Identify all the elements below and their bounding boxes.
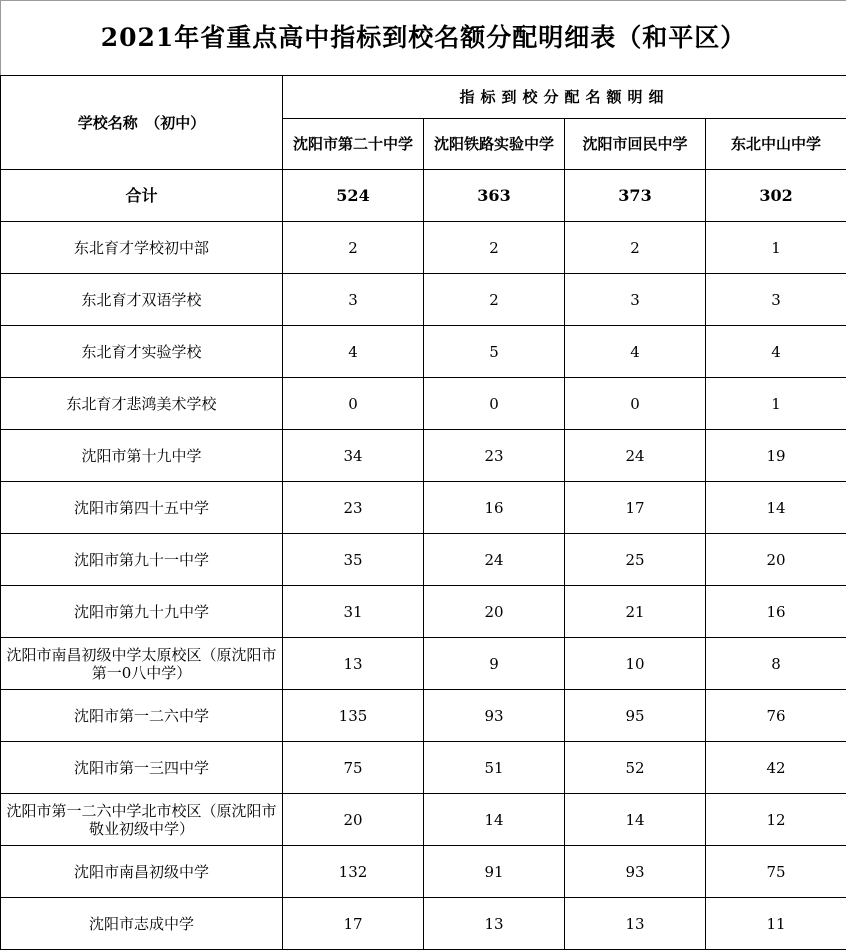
school-name-header: 学校名称 （初中） (1, 76, 283, 170)
quota-cell: 24 (565, 430, 706, 482)
quota-cell: 3 (283, 274, 424, 326)
quota-cell: 75 (283, 742, 424, 794)
school-name-cell: 沈阳市第四十五中学 (1, 482, 283, 534)
quota-cell: 25 (565, 534, 706, 586)
quota-cell: 14 (565, 794, 706, 846)
quota-cell: 8 (706, 638, 846, 690)
quota-cell: 2 (424, 222, 565, 274)
quota-cell: 3 (565, 274, 706, 326)
school-name-cell: 东北育才学校初中部 (1, 222, 283, 274)
table-row (1, 690, 846, 742)
quota-cell: 1 (706, 378, 846, 430)
quota-cell: 4 (283, 326, 424, 378)
total-value: 363 (424, 170, 565, 222)
quota-cell: 20 (706, 534, 846, 586)
quota-cell: 91 (424, 846, 565, 898)
quota-cell: 10 (565, 638, 706, 690)
table-row (1, 742, 846, 794)
table-row (1, 274, 846, 326)
quota-cell: 17 (283, 898, 424, 950)
table-row (1, 430, 846, 482)
quota-cell: 75 (706, 846, 846, 898)
school-name-cell: 沈阳市第一三四中学 (1, 742, 283, 794)
quota-cell: 14 (706, 482, 846, 534)
column-header: 沈阳市第二十中学 (283, 119, 424, 170)
quota-cell: 9 (424, 638, 565, 690)
column-header: 东北中山中学 (706, 119, 846, 170)
school-name-cell: 东北育才实验学校 (1, 326, 283, 378)
quota-cell: 0 (565, 378, 706, 430)
school-name-cell: 沈阳市南昌初级中学太原校区（原沈阳市第一0八中学） (1, 638, 283, 690)
column-header: 沈阳铁路实验中学 (424, 119, 565, 170)
school-name-cell: 沈阳市第十九中学 (1, 430, 283, 482)
school-name-cell: 沈阳市第一二六中学北市校区（原沈阳市敬业初级中学） (1, 794, 283, 846)
quota-cell: 35 (283, 534, 424, 586)
quota-cell: 93 (424, 690, 565, 742)
table-row (1, 794, 846, 846)
quota-cell: 23 (424, 430, 565, 482)
table-row (1, 534, 846, 586)
quota-cell: 2 (283, 222, 424, 274)
quota-cell: 31 (283, 586, 424, 638)
quota-cell: 19 (706, 430, 846, 482)
table-row (1, 846, 846, 898)
quota-cell: 4 (706, 326, 846, 378)
page-title: 2021年省重点高中指标到校名额分配明细表（和平区） (1, 1, 846, 76)
header-row (1, 76, 846, 119)
quota-cell: 16 (706, 586, 846, 638)
table-row (1, 482, 846, 534)
quota-cell: 21 (565, 586, 706, 638)
quota-cell: 13 (565, 898, 706, 950)
school-name-cell: 沈阳市第一二六中学 (1, 690, 283, 742)
quota-cell: 13 (283, 638, 424, 690)
quota-cell: 20 (283, 794, 424, 846)
column-header: 沈阳市回民中学 (565, 119, 706, 170)
quota-cell: 1 (706, 222, 846, 274)
quota-cell: 135 (283, 690, 424, 742)
quota-cell: 42 (706, 742, 846, 794)
total-label: 合计 (1, 170, 283, 222)
quota-cell: 52 (565, 742, 706, 794)
title-row (1, 1, 846, 76)
quota-cell: 2 (565, 222, 706, 274)
total-row (1, 170, 846, 222)
quota-cell: 4 (565, 326, 706, 378)
school-name-cell: 东北育才悲鸿美术学校 (1, 378, 283, 430)
quota-cell: 17 (565, 482, 706, 534)
total-value: 373 (565, 170, 706, 222)
table-row (1, 222, 846, 274)
quota-cell: 132 (283, 846, 424, 898)
table-row (1, 638, 846, 690)
quota-cell: 2 (424, 274, 565, 326)
quota-cell: 0 (424, 378, 565, 430)
quota-cell: 12 (706, 794, 846, 846)
quota-cell: 23 (283, 482, 424, 534)
quota-cell: 14 (424, 794, 565, 846)
quota-cell: 16 (424, 482, 565, 534)
school-name-cell: 沈阳市南昌初级中学 (1, 846, 283, 898)
table-row (1, 378, 846, 430)
quota-cell: 13 (424, 898, 565, 950)
allocation-group-header: 指标到校分配名额明细 (283, 76, 846, 119)
school-name-cell: 沈阳市第九十九中学 (1, 586, 283, 638)
table-row (1, 898, 846, 950)
school-name-cell: 沈阳市志成中学 (1, 898, 283, 950)
quota-cell: 20 (424, 586, 565, 638)
school-name-cell: 沈阳市第九十一中学 (1, 534, 283, 586)
quota-cell: 3 (706, 274, 846, 326)
total-value: 524 (283, 170, 424, 222)
school-name-cell: 东北育才双语学校 (1, 274, 283, 326)
quota-cell: 0 (283, 378, 424, 430)
total-value: 302 (706, 170, 846, 222)
quota-cell: 76 (706, 690, 846, 742)
quota-cell: 93 (565, 846, 706, 898)
quota-cell: 34 (283, 430, 424, 482)
quota-cell: 11 (706, 898, 846, 950)
quota-cell: 24 (424, 534, 565, 586)
quota-cell: 95 (565, 690, 706, 742)
quota-cell: 5 (424, 326, 565, 378)
quota-cell: 51 (424, 742, 565, 794)
table-row (1, 586, 846, 638)
table-row (1, 326, 846, 378)
